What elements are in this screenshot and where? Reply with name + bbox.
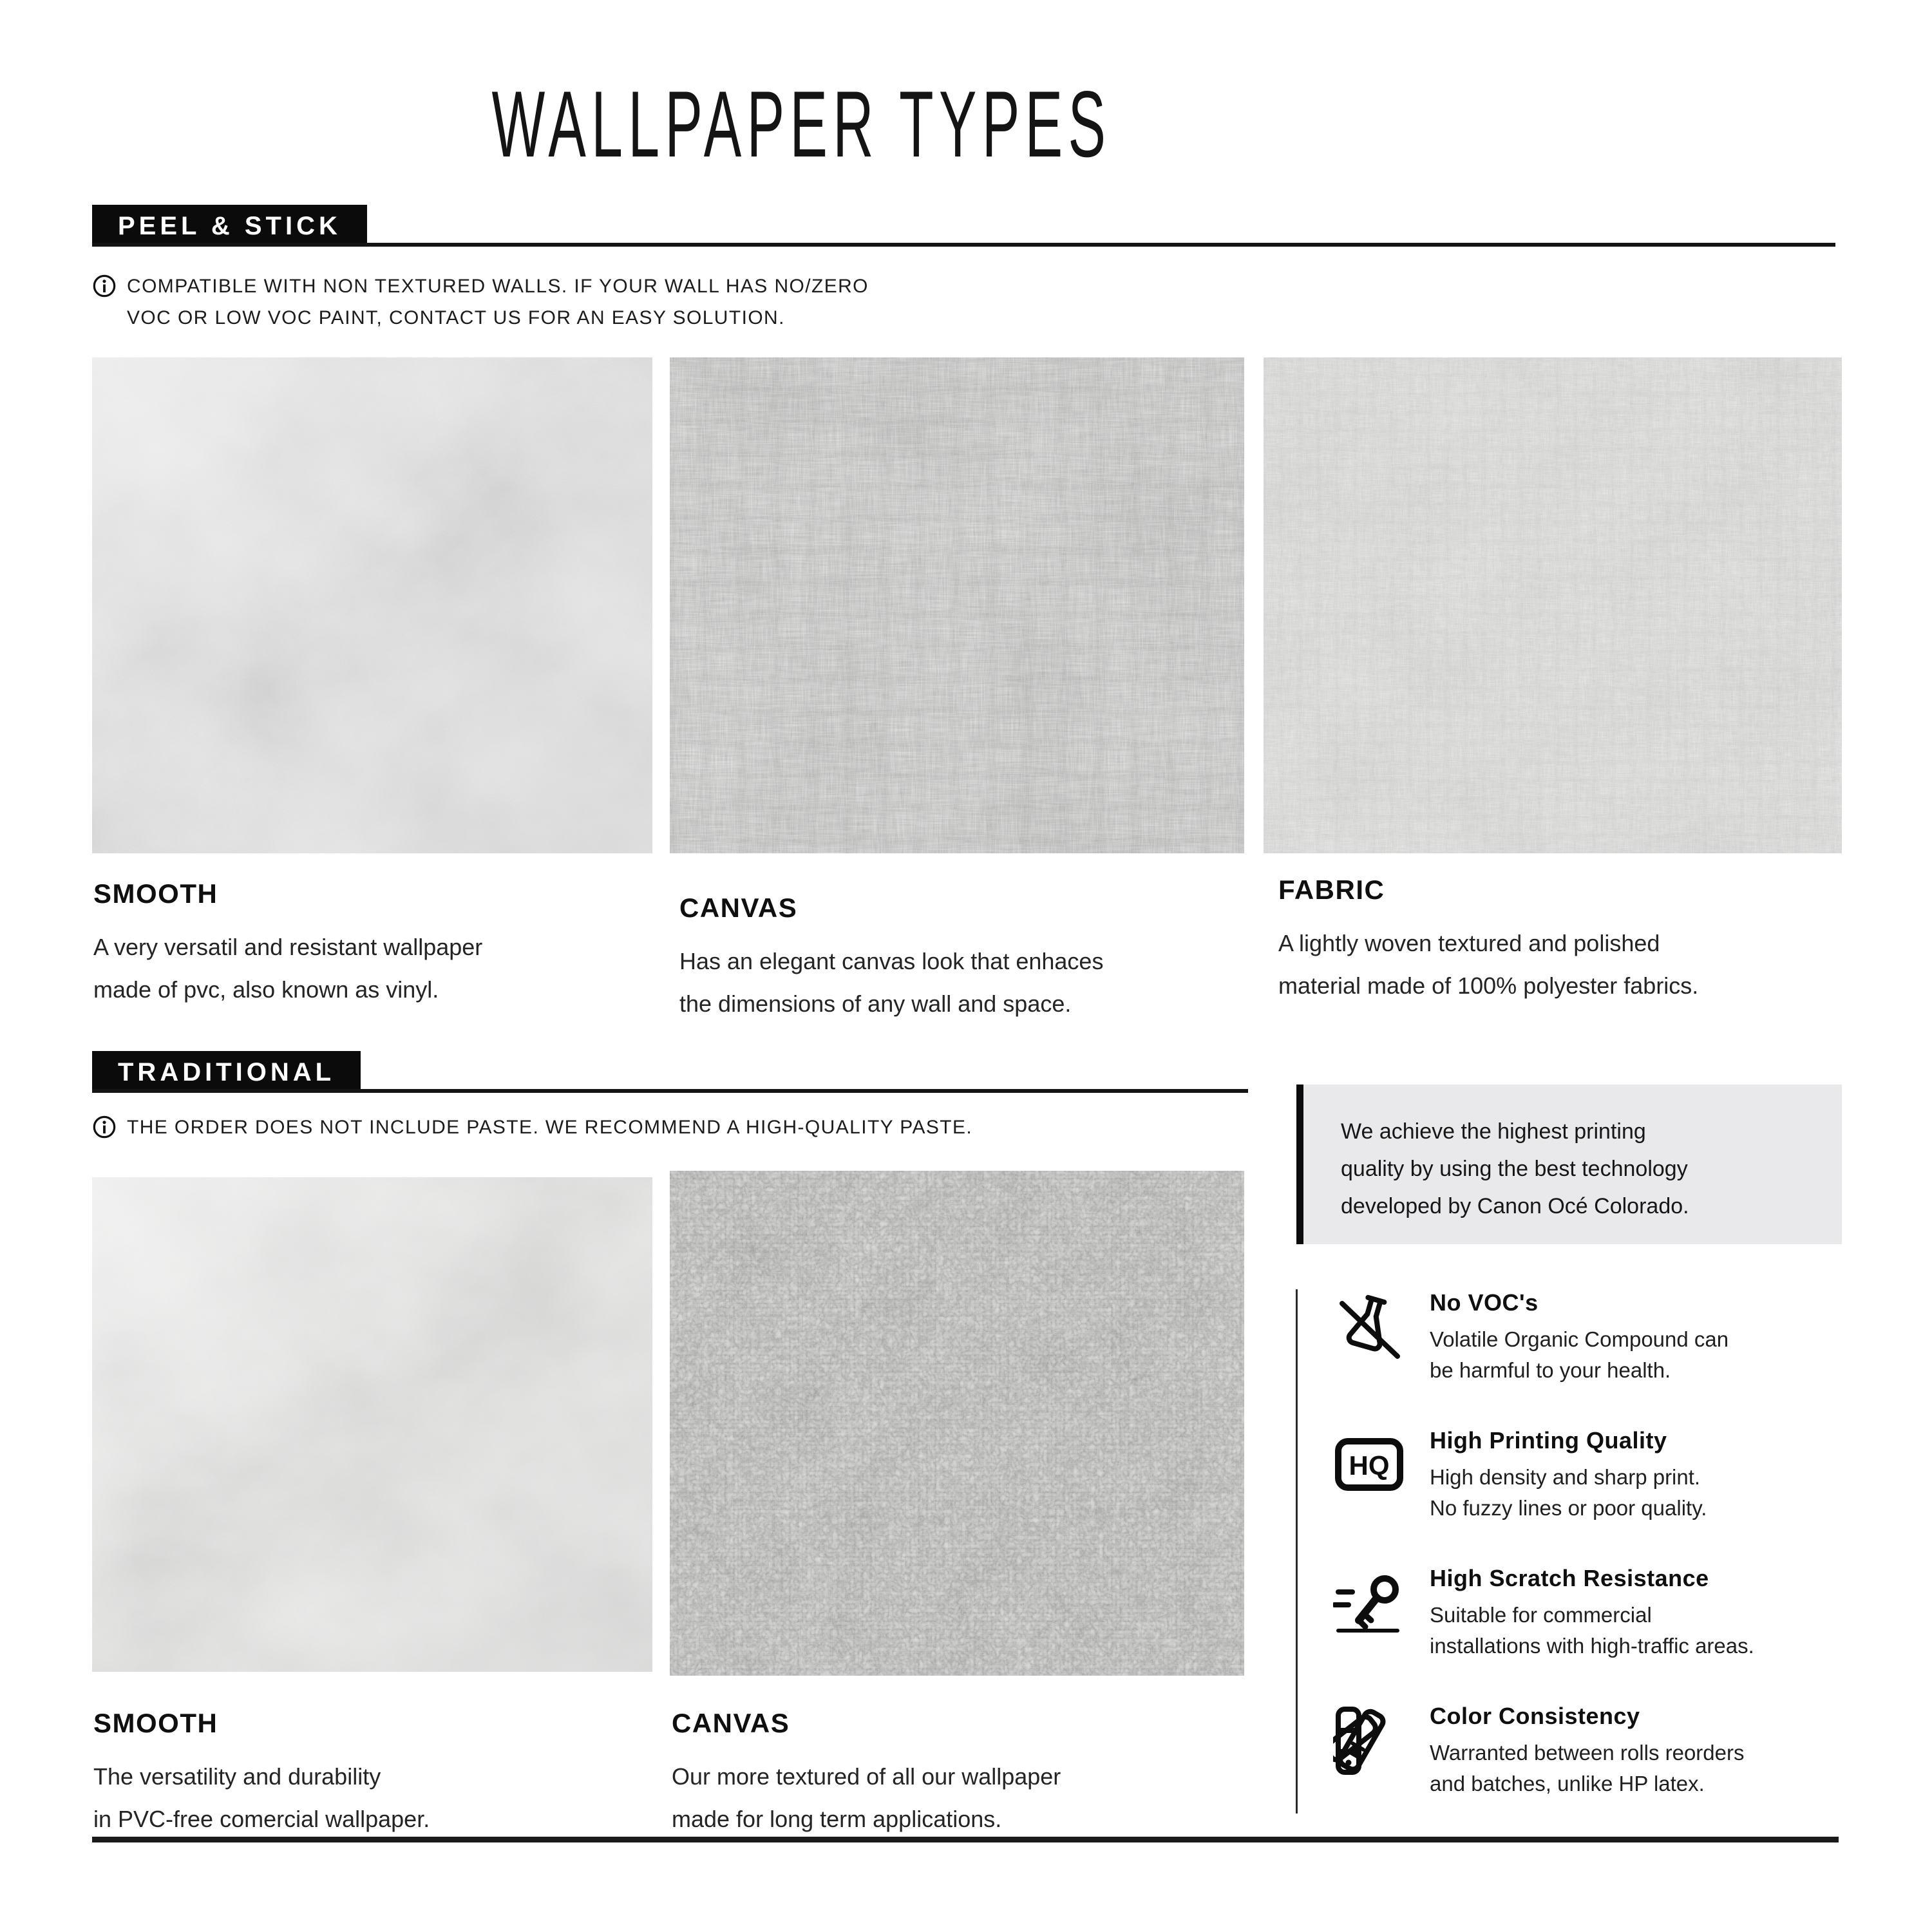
feature-title: No VOC's bbox=[1430, 1289, 1539, 1316]
swatch-description bbox=[672, 1756, 1246, 1841]
desc-line-2: material made of 100% polyester fabrics. bbox=[1278, 972, 1699, 999]
section-rule-traditional bbox=[92, 1089, 1248, 1093]
feature-description bbox=[1430, 1462, 1893, 1524]
feature-desc-line-2: installations with high-traffic areas. bbox=[1430, 1634, 1754, 1658]
feature-desc-line-1: Suitable for commercial bbox=[1430, 1603, 1652, 1627]
traditional-note bbox=[92, 1112, 972, 1143]
feature-description bbox=[1430, 1738, 1893, 1799]
desc-line-2: made for long term applications. bbox=[672, 1806, 1002, 1832]
section-rule-peel-stick bbox=[92, 243, 1835, 247]
features-divider-line bbox=[1296, 1289, 1298, 1814]
feature-high-scratch-resistance bbox=[1327, 1565, 1893, 1662]
desc-line-1: Has an elegant canvas look that enhaces bbox=[679, 948, 1104, 974]
caption-traditional-canvas bbox=[672, 1708, 1246, 1841]
caption-peel-canvas bbox=[679, 893, 1254, 1025]
feature-desc-line-2: and batches, unlike HP latex. bbox=[1430, 1772, 1705, 1795]
peel-stick-note-text bbox=[127, 270, 869, 334]
desc-line-2: the dimensions of any wall and space. bbox=[679, 990, 1072, 1017]
desc-line-1: Our more textured of all our wallpaper bbox=[672, 1763, 1061, 1790]
feature-description bbox=[1430, 1324, 1893, 1386]
quality-line-2: quality by using the best technology bbox=[1341, 1157, 1688, 1181]
swatch-image-peel-smooth bbox=[92, 357, 652, 853]
info-icon bbox=[92, 1115, 117, 1139]
feature-desc-line-1: High density and sharp print. bbox=[1430, 1465, 1701, 1489]
page-title-text: WALLPAPER TYPES bbox=[491, 71, 1111, 176]
swatch-image-traditional-smooth bbox=[92, 1177, 652, 1672]
peel-stick-note bbox=[92, 270, 869, 334]
swatch-description bbox=[93, 1756, 654, 1841]
swatch-image-traditional-canvas bbox=[670, 1171, 1244, 1676]
feature-title: Color Consistency bbox=[1430, 1703, 1640, 1729]
swatch-title: SMOOTH bbox=[93, 878, 218, 909]
printing-quality-callout bbox=[1296, 1084, 1842, 1244]
section-badge-traditional bbox=[92, 1051, 361, 1093]
color-swatchbook-icon bbox=[1333, 1704, 1405, 1776]
feature-desc-line-2: No fuzzy lines or poor quality. bbox=[1430, 1496, 1707, 1520]
caption-peel-fabric bbox=[1278, 875, 1857, 1007]
desc-line-1: A very versatil and resistant wallpaper bbox=[93, 934, 483, 960]
quality-line-3: developed by Canon Océ Colorado. bbox=[1341, 1194, 1689, 1218]
swatch-description bbox=[679, 940, 1254, 1025]
desc-line-1: A lightly woven textured and polished bbox=[1278, 930, 1660, 956]
swatch-title: SMOOTH bbox=[93, 1708, 218, 1738]
section-badge-label: PEEL & STICK bbox=[118, 212, 341, 240]
swatch-image-peel-fabric bbox=[1264, 357, 1842, 853]
hq-icon-text: HQ bbox=[1349, 1450, 1390, 1481]
desc-line-2: in PVC-free comercial wallpaper. bbox=[93, 1806, 430, 1832]
desc-line-2: made of pvc, also known as vinyl. bbox=[93, 976, 439, 1003]
traditional-note-text bbox=[127, 1112, 972, 1143]
feature-desc-line-2: be harmful to your health. bbox=[1430, 1358, 1671, 1382]
swatch-description bbox=[93, 926, 654, 1011]
desc-line-1: The versatility and durability bbox=[93, 1763, 381, 1790]
swatch-title: CANVAS bbox=[679, 893, 798, 923]
swatch-description bbox=[1278, 922, 1857, 1007]
page-title bbox=[0, 71, 1602, 176]
note-line-2: VOC OR LOW VOC PAINT, CONTACT US FOR AN EASY SOLUTION. bbox=[127, 307, 785, 328]
feature-description bbox=[1430, 1600, 1893, 1662]
info-icon bbox=[92, 274, 117, 298]
section-badge-label: TRADITIONAL bbox=[118, 1058, 336, 1086]
swatch-image-peel-canvas bbox=[670, 357, 1244, 853]
bottom-divider-line bbox=[92, 1837, 1839, 1842]
section-badge-peel-stick bbox=[92, 205, 367, 247]
caption-traditional-smooth bbox=[93, 1708, 654, 1841]
note-line-1: THE ORDER DOES NOT INCLUDE PASTE. WE RECOMMEND A HIGH-QUALITY PASTE. bbox=[127, 1117, 973, 1138]
feature-high-printing-quality bbox=[1327, 1427, 1893, 1524]
swatch-title: CANVAS bbox=[672, 1708, 790, 1738]
swatch-title: FABRIC bbox=[1278, 875, 1385, 905]
caption-peel-smooth bbox=[93, 878, 654, 1011]
feature-no-voc bbox=[1327, 1289, 1893, 1386]
scratch-key-icon bbox=[1333, 1566, 1405, 1638]
feature-color-consistency bbox=[1327, 1703, 1893, 1799]
quality-line-1: We achieve the highest printing bbox=[1341, 1119, 1646, 1144]
feature-title: High Scratch Resistance bbox=[1430, 1565, 1709, 1591]
no-voc-flask-icon bbox=[1333, 1291, 1405, 1363]
feature-title: High Printing Quality bbox=[1430, 1427, 1667, 1454]
note-line-1: COMPATIBLE WITH NON TEXTURED WALLS. IF YOUR WALL HAS NO/ZERO bbox=[127, 276, 869, 297]
feature-desc-line-1: Warranted between rolls reorders bbox=[1430, 1741, 1745, 1765]
feature-desc-line-1: Volatile Organic Compound can bbox=[1430, 1327, 1729, 1351]
hq-badge-icon bbox=[1333, 1428, 1405, 1501]
